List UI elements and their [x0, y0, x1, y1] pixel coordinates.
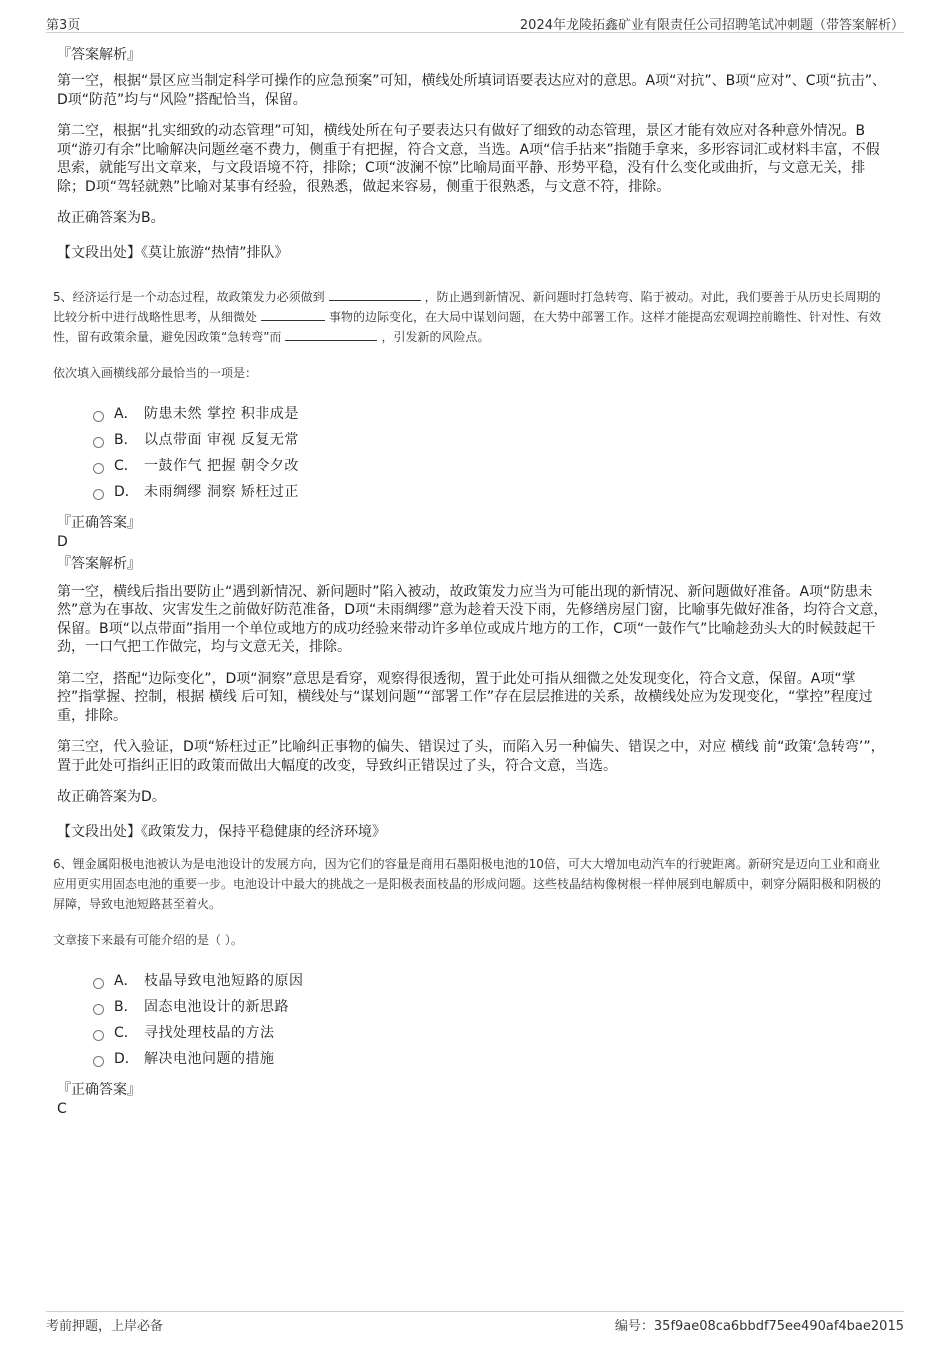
analysis-paragraph-1: 第一空，根据“景区应当制定科学可操作的应急预案”可知，横线处所填词语要表达应对的意思。A项“对抗”、B项“应对”、C项“抗击”、D项“防范”均与“风险”搭配恰当，保留。	[57, 73, 886, 108]
analysis-conclusion: 故正确答案为D。	[57, 789, 166, 805]
option-b[interactable]: B． 固态电池设计的新思路	[93, 994, 888, 1020]
correct-answer-value: C	[57, 1100, 67, 1117]
analysis-paragraph-1: 第一空，横线后指出要防止“遇到新情况、新问题时”陷入被动，故政策发力应当为可能出现的新情况、新问题做好准备。A项“防患未然”意为在事故、灾害发生之前做好防范准备，D项“未雨绸缪”意为趁着天没下雨，先修缮房屋门窗，比喻事先做好准备，均符合文意，保留。B项“以点带面”指用一个单位或地方的成功经验来带动许多单位或成片地方的工作，C项“一鼓作气”比喻趁劲头大的时候鼓起干劲，一口气把工作做完，均与文意无关，排除。	[57, 583, 888, 655]
correct-answer-value: D	[57, 533, 68, 550]
analysis-paragraph-2: 第二空，搭配“边际变化”，D项“洞察”意思是看穿，观察得很透彻，置于此处可指从细微之处发现变化，符合文意，保留。A项“掌控”指掌握、控制，根据 横线 后可知，横线处与“谋划问题”“部署工作”存在层层推进的关系，故横线处应为发现变化，“掌控”程度过重，排除。	[57, 670, 873, 724]
question-5-stem: 5、经济运行是一个动态过程，故政策发力必须做到 ，防止遇到新情况、新问题时打急转弯、陷于被动。对此，我们要善于从历史长周期的比较分析中进行战略性思考，从细微处 事物的边际变化，在大局中谋划问题，在大势中部署工作。这样才能提高宏观调控前瞻性、针对性、有效性，留有政策余量，避免因政策“急转弯”而 ，引发新的风险点。	[53, 289, 882, 344]
analysis-conclusion: 故正确答案为B。	[57, 210, 165, 226]
footer-note: 考前押题，上岸必备	[46, 1319, 164, 1334]
radio-button-icon[interactable]	[93, 1004, 104, 1015]
radio-button-icon[interactable]	[93, 1056, 104, 1067]
correct-answer-title: 『正确答案』	[57, 514, 141, 531]
page-footer	[46, 1311, 904, 1334]
option-d[interactable]: D． 解决电池问题的措施	[93, 1046, 888, 1072]
option-a[interactable]: A． 枝晶导致电池短路的原因	[93, 968, 888, 994]
radio-button-icon[interactable]	[93, 978, 104, 989]
radio-button-icon[interactable]	[93, 463, 104, 474]
fill-blank	[329, 288, 421, 301]
analysis-title: 『答案解析』	[57, 555, 141, 572]
analysis-title: 『答案解析』	[57, 47, 141, 63]
correct-answer-title: 『正确答案』	[57, 1081, 141, 1098]
question-6-options	[93, 968, 888, 1072]
radio-button-icon[interactable]	[93, 489, 104, 500]
passage-source: 【文段出处】《莫让旅游“热情”排队》	[57, 244, 289, 261]
page-number: 第3页	[46, 18, 81, 33]
analysis-paragraph-2: 第二空，根据“扎实细致的动态管理”可知，横线处所在句子要表达只有做好了细致的动态管理，景区才能有效应对各种意外情况。B项“游刃有余”比喻解决问题丝毫不费力，侧重于有把握，符合文意，当选。A项“信手拈来”指随手拿来，多形容词汇或材料丰富，不假思索，就能写出文章来，与文段语境不符，排除；C项“波澜不惊”比喻局面平静、形势平稳，没有什么变化或曲折，与文意无关，排除；D项“驾轻就熟”比喻对某事有经验，很熟悉，做起来容易，侧重于很熟悉，与文意不符，排除。	[57, 123, 880, 195]
analysis-paragraph-3: 第三空，代入验证，D项“矫枉过正”比喻纠正事物的偏失、错误过了头，而陷入另一种偏失、错误之中，对应 横线 前“政策‘急转弯’”，置于此处可指纠正旧的政策而做出大幅度的改变，导致纠正错误过了头，符合文意，当选。	[57, 739, 885, 774]
passage-source: 【文段出处】《政策发力，保持平稳健康的经济环境》	[57, 823, 386, 840]
option-d[interactable]: D． 未雨绸缪 洞察 矫枉过正	[93, 479, 888, 505]
document-title: 2024年龙陵拓鑫矿业有限责任公司招聘笔试冲刺题（带答案解析）	[519, 18, 904, 33]
option-a[interactable]: A． 防患未然 掌控 积非成是	[93, 401, 888, 427]
question-5-options	[93, 401, 888, 505]
option-c[interactable]: C． 寻找处理枝晶的方法	[93, 1020, 888, 1046]
question-5-prompt: 依次填入画横线部分最恰当的一项是：	[53, 365, 258, 380]
option-b[interactable]: B． 以点带面 审视 反复无常	[93, 427, 888, 453]
page-content	[53, 44, 888, 1120]
fill-blank	[261, 308, 325, 321]
radio-button-icon[interactable]	[93, 437, 104, 448]
page-header	[46, 12, 904, 33]
radio-button-icon[interactable]	[93, 411, 104, 422]
option-c[interactable]: C． 一鼓作气 把握 朝令夕改	[93, 453, 888, 479]
question-6-prompt: 文章接下来最有可能介绍的是（ ）。	[53, 932, 243, 947]
question-6-stem: 6、锂金属阳极电池被认为是电池设计的发展方向，因为它们的容量是商用石墨阳极电池的10倍，可大大增加电动汽车的行驶距离。新研究是迈向工业和商业应用更实用固态电池的重要一步。电池设计中最大的挑战之一是阳极表面枝晶的形成问题。这些枝晶结构像树根一样伸展到电解质中，刺穿分隔阳极和阴极的屏障，导致电池短路甚至着火。	[53, 856, 882, 911]
fill-blank	[285, 328, 377, 341]
document-code: 编号：35f9ae08ca6bbdf75ee490af4bae2015	[614, 1319, 904, 1334]
radio-button-icon[interactable]	[93, 1030, 104, 1041]
